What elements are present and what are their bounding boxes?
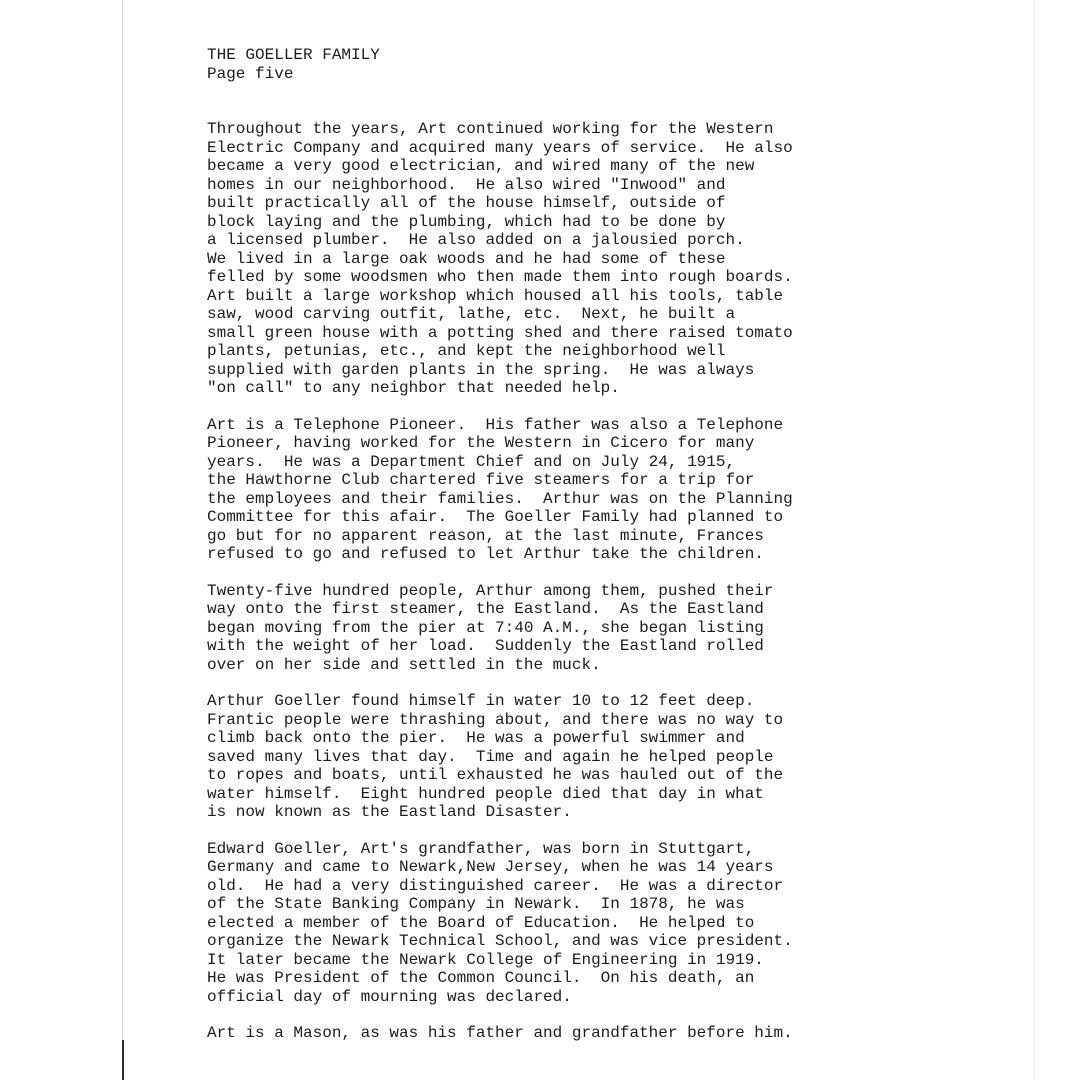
text-line: We lived in a large oak woods and he had some of these (207, 249, 726, 268)
document-body (207, 120, 1027, 1061)
text-line: became a very good electrician, and wired many of the new (207, 157, 755, 175)
text-line: Twenty-five hundred people, Arthur among them, pushed their (207, 581, 774, 600)
text-line: to ropes and boats, until exhausted he was hauled out of the (207, 766, 784, 784)
paragraph (207, 1024, 1027, 1043)
text-line: Pioneer, having worked for the Western in Cicero for many (207, 434, 755, 452)
text-line: "on call" to any neighbor that needed help. (207, 379, 620, 397)
text-line: felled by some woodsmen who then made them into rough boards. (207, 268, 793, 286)
text-line: Art is a Telephone Pioneer. His father was also a Telephone (207, 415, 784, 434)
page-left-edge-mark (122, 1040, 124, 1080)
document-title: THE GOELLER FAMILY (207, 46, 380, 64)
text-line: It later became the Newark College of Engineering in 1919. (207, 950, 764, 969)
text-line: Throughout the years, Art continued working for the Western (207, 120, 774, 138)
page-number: Page five (207, 65, 294, 83)
text-line: Art is a Mason, as was his father and grandfather before him. (207, 1024, 793, 1042)
paragraph (207, 692, 1027, 822)
text-line: the employees and their families. Arthur was on the Planning (207, 489, 793, 508)
text-line: Edward Goeller, Art's grandfather, was born in Stuttgart, (207, 839, 755, 858)
text-line: official day of mourning was declared. (207, 987, 572, 1006)
text-line: homes in our neighborhood. He also wired "Inwood" and (207, 175, 726, 194)
text-line: climb back onto the pier. He was a powerful swimmer and (207, 729, 745, 747)
text-line: go but for no apparent reason, at the last minute, Frances (207, 526, 764, 545)
text-line: began moving from the pier at 7:40 A.M., she began listing (207, 618, 764, 637)
text-line: with the weight of her load. Suddenly the Eastland rolled (207, 637, 764, 655)
text-line: water himself. Eight hundred people died that day in what (207, 784, 764, 803)
text-line: Art built a large workshop which housed all his tools, table (207, 286, 784, 305)
text-line: refused to go and refused to let Arthur take the children. (207, 545, 764, 563)
text-line: elected a member of the Board of Education. He helped to (207, 913, 755, 932)
text-line: of the State Banking Company in Newark. In 1878, he was (207, 895, 745, 913)
text-line: Germany and came to Newark,New Jersey, when he was 14 years (207, 858, 774, 876)
text-line: Frantic people were thrashing about, and there was no way to (207, 710, 784, 729)
text-line: block laying and the plumbing, which had to be done by (207, 212, 726, 231)
text-line: the Hawthorne Club chartered five steamers for a trip for (207, 471, 755, 489)
text-line: is now known as the Eastland Disaster. (207, 803, 572, 821)
paragraph (207, 120, 1027, 398)
text-line: Committee for this afair. The Goeller Family had planned to (207, 508, 784, 526)
text-line: over on her side and settled in the muck. (207, 655, 601, 674)
text-line: way onto the first steamer, the Eastland. As the Eastland (207, 600, 764, 618)
page-header (207, 46, 380, 84)
text-line: small green house with a potting shed and there raised tomato (207, 323, 793, 342)
text-line: built practically all of the house himself, outside of (207, 194, 726, 212)
text-line: years. He was a Department Chief and on July 24, 1915, (207, 452, 736, 471)
text-line: Arthur Goeller found himself in water 10 to 12 feet deep. (207, 692, 755, 710)
paragraph (207, 416, 1027, 564)
text-line: saw, wood carving outfit, lathe, etc. Next, he built a (207, 305, 736, 323)
text-line: organize the Newark Technical School, and was vice president. (207, 932, 793, 950)
text-line: old. He had a very distinguished career. He was a director (207, 876, 784, 895)
page-left-edge (122, 0, 123, 1080)
paragraph (207, 582, 1027, 675)
text-line: Electric Company and acquired many years of service. He also (207, 138, 793, 157)
text-line: a licensed plumber. He also added on a jalousied porch. (207, 231, 745, 249)
text-line: supplied with garden plants in the spring. He was always (207, 360, 755, 379)
text-line: He was President of the Common Council. On his death, an (207, 969, 755, 987)
paragraph (207, 840, 1027, 1007)
text-line: plants, petunias, etc., and kept the neighborhood well (207, 342, 726, 360)
text-line: saved many lives that day. Time and again he helped people (207, 747, 774, 766)
page-right-edge (1034, 0, 1035, 1080)
